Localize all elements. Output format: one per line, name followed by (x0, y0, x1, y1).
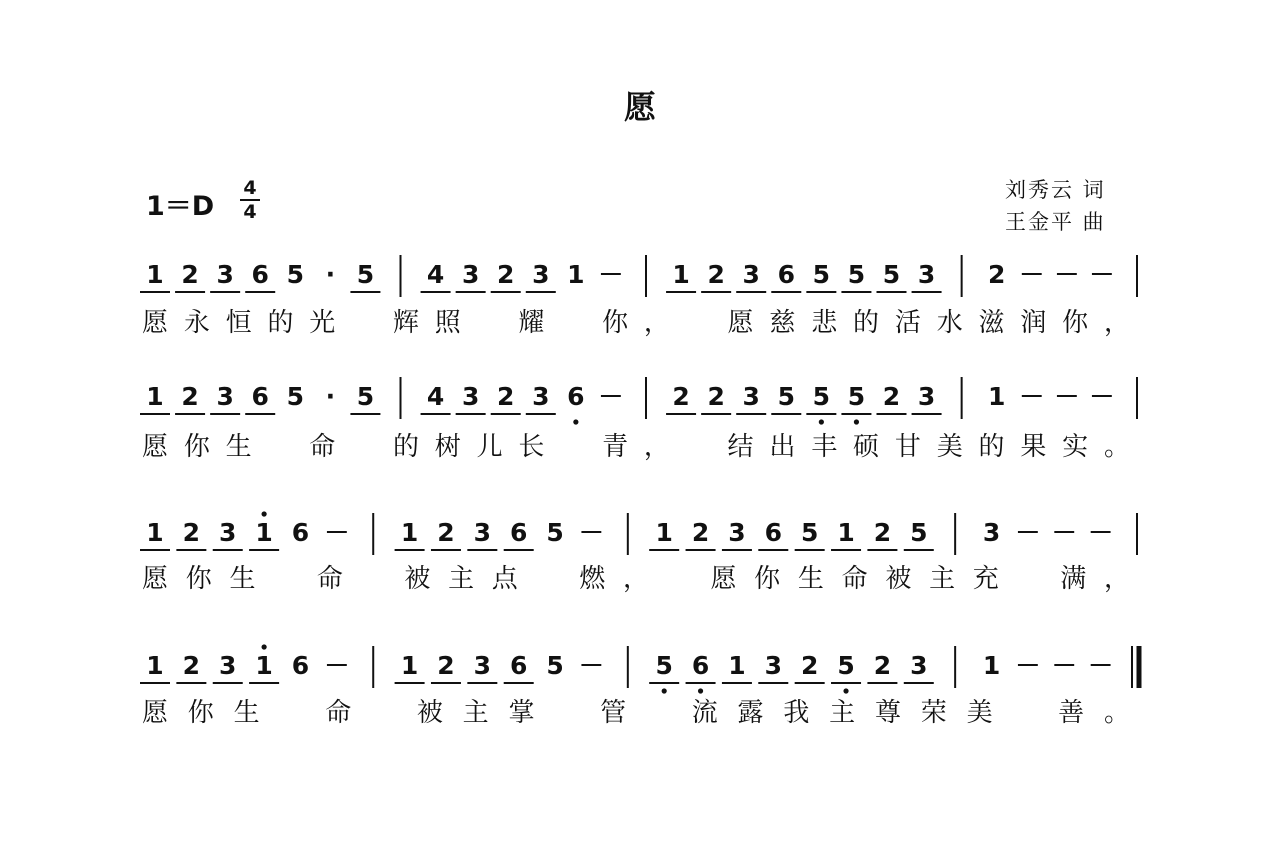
note-digit: 3 (982, 518, 1001, 547)
lyric-char: 结 (727, 432, 754, 462)
lyric-char: 耀 (518, 308, 545, 338)
lyric-char: 永 (183, 308, 210, 338)
note-digit: 2 (181, 260, 199, 289)
lyric-char: 主 (448, 564, 475, 594)
lyric-char: 润 (1020, 308, 1047, 338)
lyric-char: 恒 (225, 308, 252, 338)
note-digit: － (1015, 651, 1041, 680)
note-digit: 5 (546, 651, 564, 680)
lyric-char: 满 (1060, 564, 1087, 594)
note-digit: 2 (707, 382, 725, 411)
note-digit: 3 (917, 382, 936, 411)
note-digit: 2 (181, 382, 199, 411)
note-digit: － (1088, 518, 1114, 547)
note-digit: 3 (532, 382, 550, 411)
lyric-char: 照 (434, 308, 461, 338)
note-digit: 1 (728, 651, 746, 680)
note-digit: 1 (400, 651, 419, 680)
note-digit: 2 (707, 260, 725, 289)
lyric-char: 慈 (769, 308, 796, 338)
lyric-char: 你 (602, 308, 629, 338)
lyric-char: 被 (885, 564, 912, 594)
note-digit: 3 (764, 651, 782, 680)
note-digit: 3 (917, 260, 936, 289)
note-digit: 1 (255, 518, 273, 547)
note-digit: － (1051, 651, 1077, 680)
note-digit: － (1015, 518, 1041, 547)
time-signature-bottom: 4 (243, 201, 257, 223)
lyric-char: 充 (972, 564, 999, 594)
lyric-char: 出 (769, 432, 796, 462)
lyric-char: 生 (233, 698, 260, 728)
lyric-char: 愿 (141, 308, 169, 338)
lyric-char: 生 (225, 432, 252, 462)
note-digit: 3 (216, 260, 234, 289)
low-octave-dot (819, 419, 824, 424)
note-digit: 2 (873, 651, 892, 680)
lyric-char: 生 (229, 564, 256, 594)
lyric-char: 的 (267, 308, 294, 338)
lyric-char: 光 (309, 308, 336, 338)
note-digit: 5 (847, 382, 866, 411)
note-digit: 5 (546, 518, 564, 547)
lyric-char: 主 (929, 564, 956, 594)
note-digit: 5 (847, 260, 866, 289)
lyric-char: 愿 (710, 564, 737, 594)
note-digit: － (598, 382, 624, 411)
note-digit: 2 (691, 518, 710, 547)
lyric-char: 我 (783, 698, 810, 728)
lyric-char: 实 (1062, 432, 1089, 462)
note-digit: 2 (437, 518, 455, 547)
note-digit: － (1088, 651, 1114, 680)
note-digit: 5 (812, 382, 831, 411)
lyric-char: 你 (185, 564, 212, 594)
lyric-char: 悲 (811, 308, 838, 338)
low-octave-dot (843, 688, 848, 693)
lyric-char: 流 (691, 698, 718, 728)
note-digit: 5 (286, 260, 304, 289)
lyric-char: 露 (737, 698, 764, 728)
note-digit: 6 (764, 518, 782, 547)
note-digit: － (1019, 260, 1045, 289)
lyric-char: 管 (600, 698, 627, 728)
lyric-char: 滋 (978, 308, 1005, 338)
lyric-char: 命 (325, 698, 352, 728)
note-digit: 2 (672, 382, 690, 411)
note-digit: － (1019, 382, 1045, 411)
note-digit: 1 (146, 382, 164, 411)
low-octave-dot (573, 419, 578, 424)
note-digit: 1 (988, 382, 1006, 411)
lyric-char: 你 (183, 432, 210, 462)
note-digit: 4 (426, 260, 445, 289)
lyric-char: ， (1103, 308, 1131, 338)
note-digit: 2 (497, 260, 515, 289)
lyric-char: 愿 (141, 564, 169, 594)
lyric-char: 愿 (141, 432, 169, 462)
note-digit: － (1054, 382, 1080, 411)
lyric-char: 你 (1062, 308, 1089, 338)
note-digit: 5 (356, 382, 375, 411)
lyric-char: 的 (978, 432, 1005, 462)
note-digit: 3 (219, 518, 237, 547)
time-signature-top: 4 (243, 177, 257, 199)
note-digit: 1 (146, 651, 164, 680)
lyric-char: ， (643, 432, 670, 462)
low-octave-dot (662, 688, 667, 693)
note-digit: 2 (437, 651, 455, 680)
lyric-char: 美 (936, 432, 963, 462)
note-digit: － (1089, 260, 1115, 289)
note-digit: 6 (251, 260, 269, 289)
note-digit: － (578, 518, 604, 547)
low-octave-dot (854, 419, 859, 424)
note-digit: 1 (146, 518, 164, 547)
lyric-char: 善 (1058, 698, 1085, 728)
note-digit: 4 (426, 382, 445, 411)
note-digit: 3 (910, 651, 928, 680)
lyric-char: 命 (309, 432, 336, 462)
lyric-char: 点 (491, 564, 518, 594)
lyric-char: ， (1103, 564, 1131, 594)
note-digit: 6 (691, 651, 710, 680)
low-octave-dot (698, 688, 703, 693)
note-digit: 3 (532, 260, 550, 289)
note-digit: 6 (291, 518, 310, 547)
lyric-char: 硕 (853, 432, 880, 462)
note-digit: 2 (882, 382, 901, 411)
note-digit: 3 (473, 651, 492, 680)
note-digit: 2 (800, 651, 819, 680)
composer-credit: 王金平 曲 (1005, 210, 1106, 234)
note-digit: 5 (777, 382, 795, 411)
note-digit: 3 (728, 518, 746, 547)
note-digit: 6 (510, 651, 528, 680)
note-digit: 3 (461, 382, 480, 411)
note-digit: 5 (910, 518, 928, 547)
lyric-char: 。 (1103, 432, 1131, 462)
song-title: 愿 (623, 88, 656, 126)
note-digit: 5 (655, 651, 673, 680)
lyric-char: 儿 (476, 432, 503, 462)
lyric-char: 你 (754, 564, 781, 594)
note-digit: 6 (510, 518, 528, 547)
note-digit: 1 (255, 651, 273, 680)
note-digit: 5 (812, 260, 831, 289)
lyric-char: 活 (894, 308, 921, 338)
lyric-char: 甘 (894, 432, 921, 462)
note-digit: 1 (655, 518, 673, 547)
key-signature: 1＝D (146, 191, 215, 222)
note-digit: 3 (216, 382, 234, 411)
note-digit: 3 (742, 382, 760, 411)
note-digit: － (598, 260, 624, 289)
note-digit: 5 (882, 260, 901, 289)
note-digit: 2 (873, 518, 892, 547)
note-digit: 1 (146, 260, 164, 289)
note-digit: 6 (777, 260, 795, 289)
lyric-char: 的 (853, 308, 880, 338)
note-digit: 1 (672, 260, 690, 289)
lyric-char: ， (622, 564, 650, 594)
lyric-char: 愿 (727, 308, 754, 338)
note-digit: 3 (461, 260, 480, 289)
note-digit: · (325, 260, 336, 289)
lyric-char: 树 (434, 432, 461, 462)
note-digit: 5 (356, 260, 375, 289)
lyric-char: 美 (966, 698, 993, 728)
lyric-char: 丰 (811, 432, 838, 462)
note-digit: 5 (837, 651, 855, 680)
note-digit: 1 (837, 518, 855, 547)
lyric-char: 。 (1103, 698, 1131, 728)
note-digit: 3 (219, 651, 237, 680)
lyric-char: 你 (187, 698, 214, 728)
note-digit: 2 (988, 260, 1006, 289)
lyric-char: 掌 (508, 698, 535, 728)
note-digit: 6 (251, 382, 269, 411)
note-digit: 5 (800, 518, 819, 547)
note-digit: － (324, 651, 350, 680)
high-octave-dot (262, 644, 267, 649)
note-digit: 2 (497, 382, 515, 411)
lyric-char: 愿 (141, 698, 169, 728)
note-digit: 5 (286, 382, 304, 411)
note-digit: 2 (182, 518, 201, 547)
lyric-char: 被 (404, 564, 431, 594)
note-digit: － (1054, 260, 1080, 289)
lyric-char: 果 (1020, 432, 1047, 462)
lyric-char: 荣 (920, 698, 947, 728)
note-digit: · (325, 382, 336, 411)
lyric-char: 水 (936, 308, 963, 338)
lyric-char: 辉 (392, 308, 419, 338)
lyric-char: 的 (392, 432, 419, 462)
note-digit: 6 (291, 651, 310, 680)
lyric-char: 命 (316, 564, 343, 594)
lyric-char: 长 (518, 432, 545, 462)
lyric-char: 主 (829, 698, 856, 728)
note-digit: 3 (742, 260, 760, 289)
note-digit: － (1089, 382, 1115, 411)
lyric-char: 被 (416, 698, 443, 728)
high-octave-dot (262, 511, 267, 516)
note-digit: 1 (567, 260, 585, 289)
lyric-char: 命 (841, 564, 868, 594)
note-digit: 1 (400, 518, 419, 547)
note-digit: － (324, 518, 350, 547)
lyric-char: 燃 (579, 564, 606, 594)
lyric-char: 青 (602, 432, 629, 462)
lyric-char: 主 (462, 698, 489, 728)
note-digit: 2 (182, 651, 201, 680)
lyric-char: 生 (797, 564, 824, 594)
note-digit: 6 (567, 382, 585, 411)
note-digit: － (578, 651, 604, 680)
note-digit: 3 (473, 518, 492, 547)
lyricist-credit: 刘秀云 词 (1005, 178, 1106, 202)
lyric-char: 尊 (874, 698, 901, 728)
note-digit: 1 (982, 651, 1001, 680)
note-digit: － (1051, 518, 1077, 547)
lyric-char: ， (643, 308, 670, 338)
